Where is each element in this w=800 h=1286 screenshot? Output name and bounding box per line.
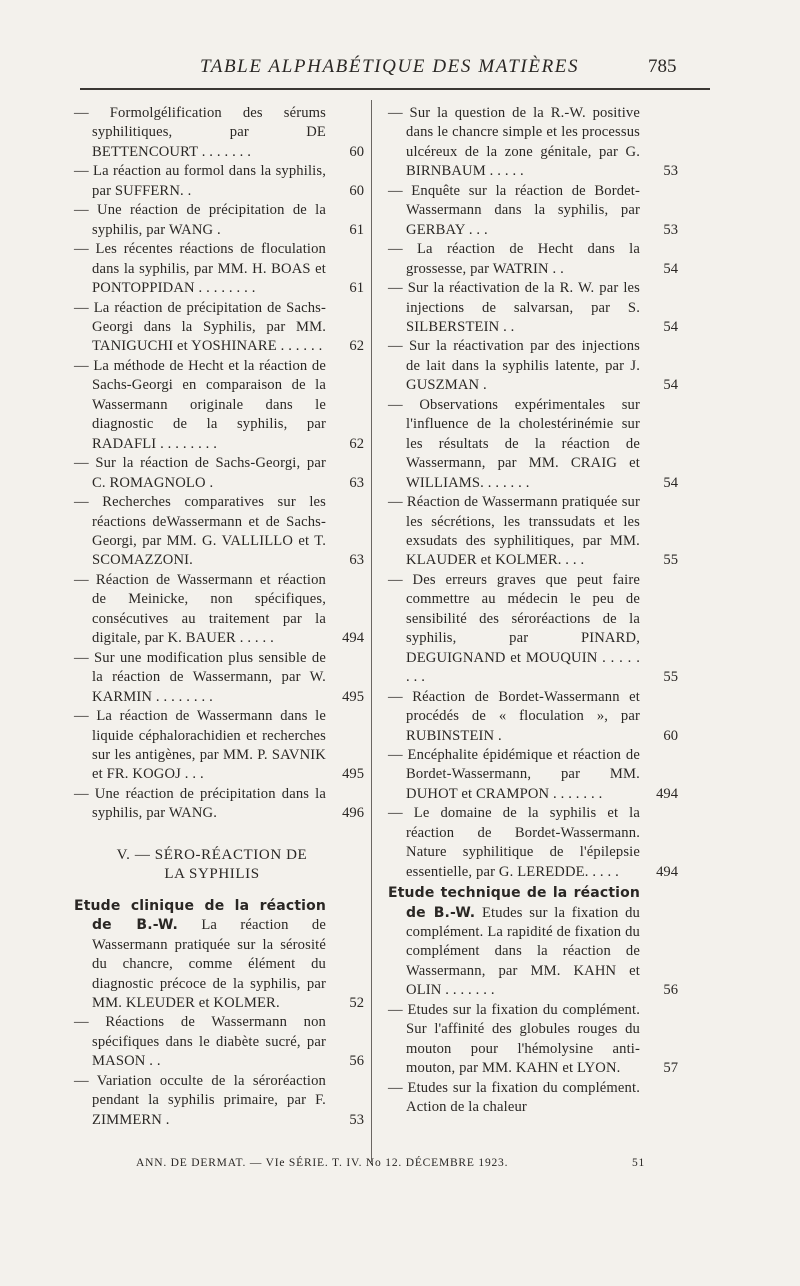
index-entry xyxy=(388,240,678,279)
entry-text: — Etudes sur la fixation du complément. Action de la chaleur xyxy=(388,1079,640,1116)
entry-page: 54 xyxy=(663,318,678,335)
index-entry xyxy=(388,804,678,882)
entry-text: — La réaction de Wassermann dans le liquide céphalorachidien et recherches sur les antigènes, par MM. P. SAVNIK et FR. KOGOJ . . . xyxy=(74,708,326,783)
page-footer xyxy=(136,1157,656,1177)
entry-page: 495 xyxy=(342,688,364,705)
index-entry xyxy=(74,104,364,162)
entry-page: 55 xyxy=(663,552,678,569)
entry-text: — Encéphalite épidémique et réaction de Bordet-Wassermann, par MM. DUHOT et CRAMPON . . . . . . . xyxy=(388,746,640,802)
right-column xyxy=(388,104,678,1118)
index-entry xyxy=(74,162,364,201)
entry-page: 62 xyxy=(349,338,364,355)
entry-text: — Formolgélification des sérums syphilitiques, par DE BETTENCOURT . . . . . . . xyxy=(74,105,326,160)
entry-page: 60 xyxy=(349,182,364,199)
entry-page: 53 xyxy=(663,221,678,238)
entry-page: 54 xyxy=(663,377,678,394)
index-entry xyxy=(388,688,678,746)
entry-page: 53 xyxy=(663,163,678,180)
entry-text: — Variation occulte de la séroréaction pendant la syphilis primaire, par F. ZIMMERN . xyxy=(74,1072,326,1128)
section-heading-line1: V. — SÉRO-RÉACTION DE xyxy=(116,846,308,863)
entry-page: 57 xyxy=(663,1060,678,1077)
entry-text: — Recherches comparatives sur les réactions deWassermann et de Sachs-Georgi, par MM. G. VALLILLO et T. SCOMAZZONI. xyxy=(74,494,326,569)
index-entry xyxy=(74,785,364,824)
signature-mark: 51 xyxy=(632,1157,646,1169)
index-entry xyxy=(388,571,678,688)
running-title: TABLE ALPHABÉTIQUE DES MATIÈRES xyxy=(200,56,580,77)
index-entry xyxy=(388,104,678,182)
entry-page: 61 xyxy=(349,280,364,297)
left-column xyxy=(74,104,364,1130)
entry-text: — Sur une modification plus sensible de la réaction de Wassermann, par W. KARMIN . . . . . . . . xyxy=(74,649,326,705)
entry-text: — Des erreurs graves que peut faire commettre au médecin le peu de sensibilité des séroréactions de la syphilis, par PINARD, DEGUIGNAND et MOUQUIN . . . . . . . . xyxy=(388,571,640,686)
index-entry xyxy=(74,571,364,649)
index-entry xyxy=(388,1079,678,1118)
entry-page: 63 xyxy=(349,474,364,491)
entry-text: — Sur la réactivation de la R. W. par les injections de salvarsan, par S. SILBERSTEIN . . xyxy=(388,280,640,335)
entry-text: — Le domaine de la syphilis et la réaction de Bordet-Wassermann. Nature syphilitique de l'épilepsie essentielle, par G. LEREDDE. . . . . xyxy=(388,805,640,880)
index-entry xyxy=(388,337,678,395)
entry-text: — Réactions de Wassermann non spécifiques dans le diabète sucré, par MASON . . xyxy=(74,1014,326,1070)
index-entry xyxy=(388,182,678,240)
entry-text: — La réaction de Hecht dans la grossesse, par WATRIN . . xyxy=(388,241,640,277)
entry-text: — Une réaction de précipitation de la syphilis, par WANG . xyxy=(74,202,326,238)
entry-page: 54 xyxy=(663,474,678,491)
entry-page: 494 xyxy=(656,785,678,802)
entry-text: — Réaction de Wassermann pratiquée sur les sécrétions, les transsudats et les exsudats des syphilitiques, par MM. KLAUDER et KOLMER. . . . xyxy=(388,494,640,569)
entry-text: — La méthode de Hecht et la réaction de Sachs-Georgi en comparaison de la Wassermann originale dans le diagnostic de la syphilis, par RADAFLI . . . . . . . . xyxy=(74,357,326,452)
index-entry xyxy=(388,396,678,493)
index-entry xyxy=(74,454,364,493)
entry-text: — Etudes sur la fixation du complément. Sur l'affinité des globules rouges du mouton pour l'hémolysine anti-mouton, par MM. KAHN et LYON. xyxy=(388,1001,640,1077)
section-heading xyxy=(74,846,364,885)
entry-page: 56 xyxy=(349,1053,364,1070)
entry-text: — Réaction de Bordet-Wassermann et procédés de « floculation », par RUBINSTEIN . xyxy=(388,688,640,744)
entry-page: 55 xyxy=(663,669,678,686)
entry-page: 494 xyxy=(342,630,364,647)
entry-text: — Une réaction de précipitation dans la syphilis, par WANG. xyxy=(74,785,326,822)
column-divider xyxy=(371,100,372,1162)
section-heading-line2: LA SYPHILIS xyxy=(164,866,260,883)
index-entry xyxy=(74,201,364,240)
index-entry xyxy=(74,493,364,571)
entry-text: — Observations expérimentales sur l'influence de la cholestérinémie sur les résultats de la réaction de Wassermann, par MM. CRAIG et WILLIAMS. . . . . . . xyxy=(388,396,640,491)
entry-text: — Sur la réaction de Sachs-Georgi, par C. ROMAGNOLO . xyxy=(74,455,326,491)
entry-page: 63 xyxy=(349,552,364,569)
index-entry xyxy=(388,493,678,571)
index-entry xyxy=(388,746,678,804)
page-header xyxy=(0,52,800,88)
entry-text: — Sur la question de la R.-W. positive dans le chancre simple et les processus ulcéreux de la zone génitale, par G. BIRNBAUM . . . . . xyxy=(388,105,640,180)
bold-subheading: Etude clinique de la réaction de B.-W. xyxy=(74,897,326,934)
footer-citation: ANN. DE DERMAT. — VIe SÉRIE. T. IV. No 12. DÉCEMBRE 1923. xyxy=(136,1157,509,1169)
entry-text: — Les récentes réactions de floculation dans la syphilis, par MM. H. BOAS et PONTOPPIDAN . . . . . . . . xyxy=(74,241,326,297)
entry-page: 60 xyxy=(349,143,364,160)
index-entry xyxy=(74,1072,364,1130)
index-entry xyxy=(74,649,364,707)
index-entry-bold xyxy=(74,897,364,1014)
entry-page: 496 xyxy=(342,805,364,822)
entry-page: 52 xyxy=(349,995,364,1012)
index-entry-bold xyxy=(388,884,678,1001)
entry-page: 61 xyxy=(349,221,364,238)
entry-page: 62 xyxy=(349,435,364,452)
entry-text: La réaction de Wassermann pratiquée sur la sérosité du chancre, comme élément du diagnostic précoce de la syphilis, par MM. KLEUDER et KOLMER. xyxy=(92,917,326,1012)
entry-page: 54 xyxy=(663,260,678,277)
entry-page: 495 xyxy=(342,766,364,783)
entry-text: — La réaction de précipitation de Sachs-Georgi dans la Syphilis, par MM. TANIGUCHI et YOSHINARE . . . . . . xyxy=(74,299,326,355)
index-entry xyxy=(74,299,364,357)
index-entry xyxy=(74,707,364,785)
header-rule xyxy=(80,88,710,90)
bold-subheading: Etude technique de la réaction de B.-W. xyxy=(388,885,640,921)
index-entry xyxy=(388,1001,678,1079)
entry-page: 494 xyxy=(656,863,678,880)
index-entry xyxy=(74,1013,364,1071)
entry-text: Etudes sur la fixation du complément. La rapidité de fixation du complément dans la réaction de Wassermann, par MM. KAHN et OLIN . . . . . . . xyxy=(406,904,640,999)
entry-text: — Réaction de Wassermann et réaction de Meinicke, non spécifiques, consécutives au traitement par la digitale, par K. BAUER . . . . . xyxy=(74,571,326,647)
index-entry xyxy=(74,357,364,454)
entry-text: — La réaction au formol dans la syphilis, par SUFFERN. . xyxy=(74,163,326,199)
entry-page: 60 xyxy=(663,727,678,744)
entry-text: — Sur la réactivation par des injections de lait dans la syphilis latente, par J. GUSZMAN . xyxy=(388,338,640,394)
index-entry xyxy=(388,279,678,337)
index-entry xyxy=(74,240,364,298)
entry-text: — Enquête sur la réaction de Bordet-Wassermann dans la syphilis, par GERBAY . . . xyxy=(388,182,640,238)
entry-page: 56 xyxy=(663,982,678,999)
page-number: 785 xyxy=(648,56,677,77)
entry-page: 53 xyxy=(349,1111,364,1128)
